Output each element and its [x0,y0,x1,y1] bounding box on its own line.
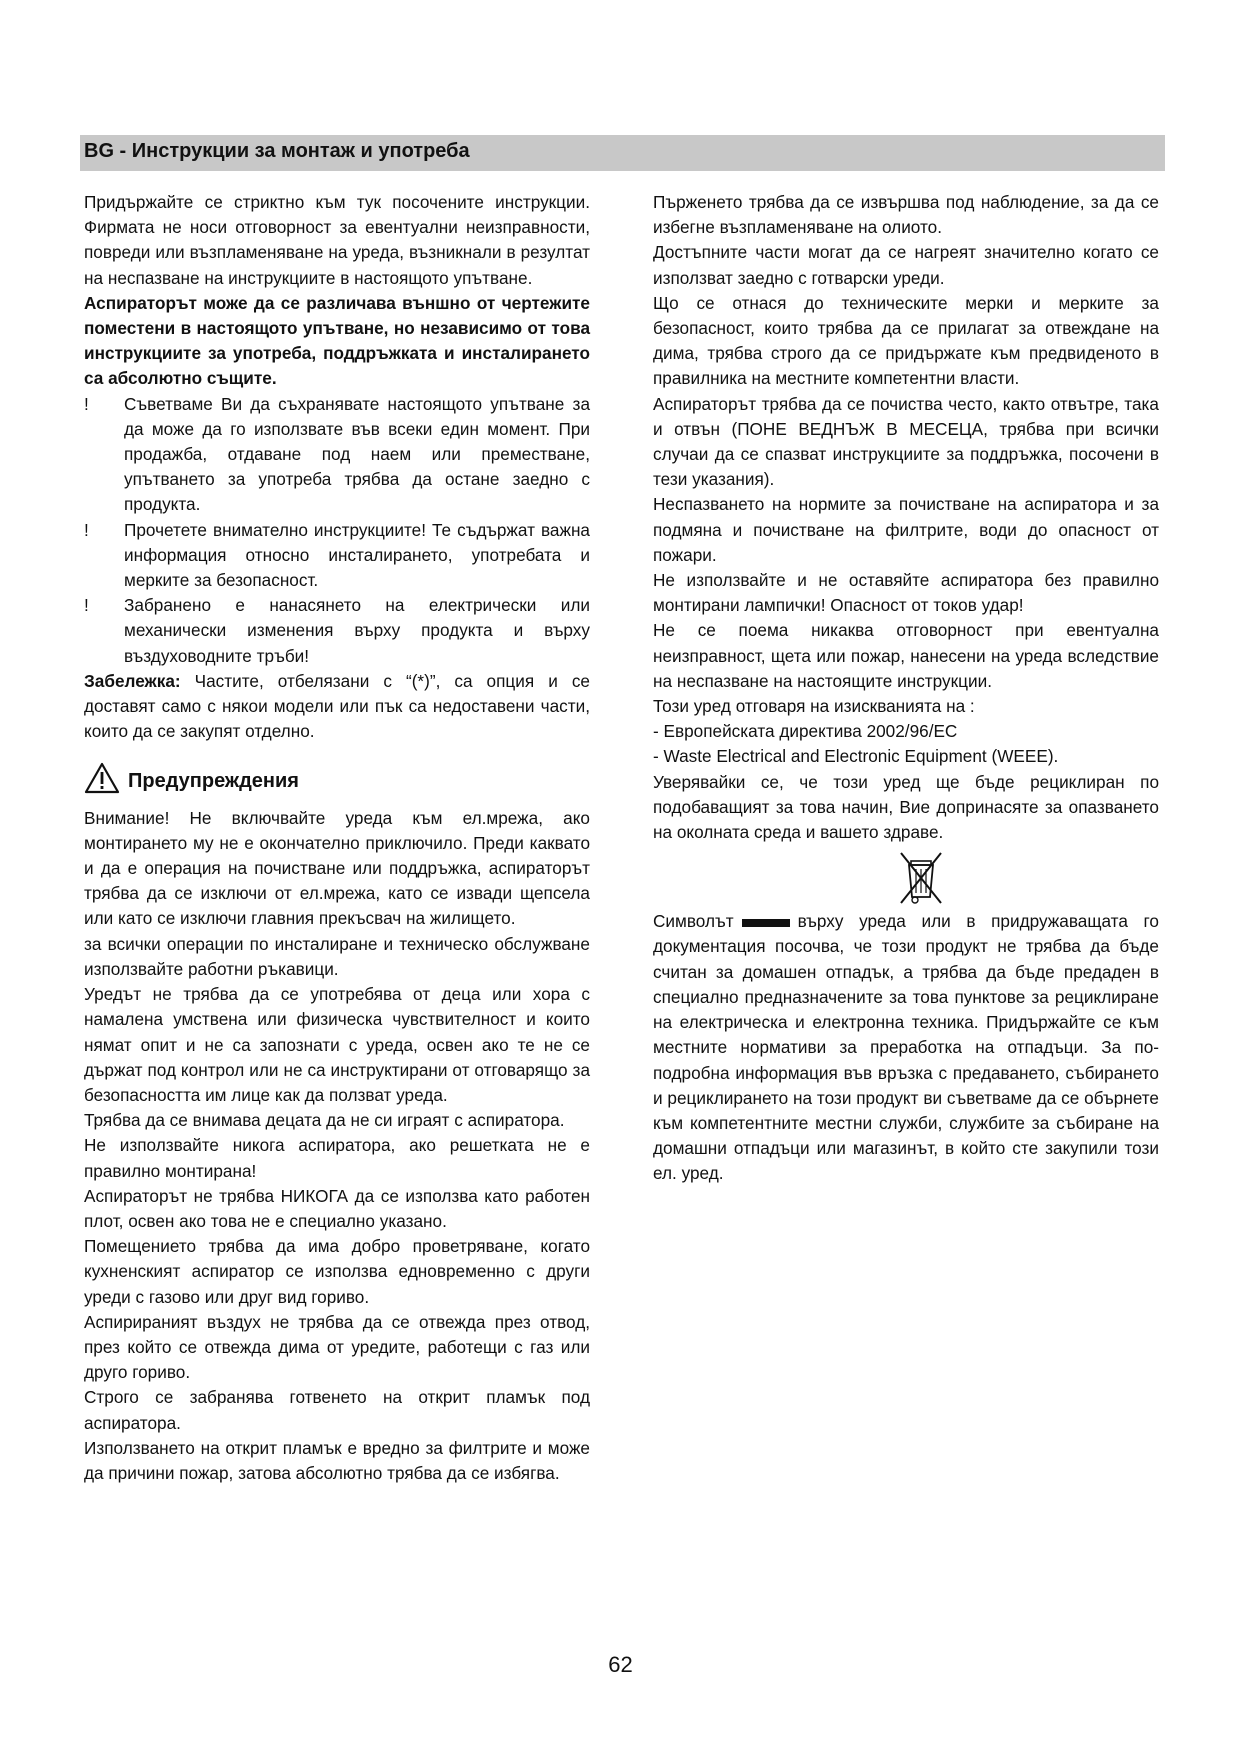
note-text: Частите, отбелязани с “(*)”, са опция и се доставят само с някои модели или пък са недоставени части, които да се закупят отделно. [84,670,590,742]
warning-item: Не използвайте никога аспиратора, ако решетката не е правилно монтирана! [84,1135,590,1181]
weee-symbol [653,849,1159,909]
paragraph: Пърженето трябва да се извършва под наблюдение, за да се избегне възпламеняване на олиото. [653,192,1159,238]
paragraph: Аспираторът трябва да се почиства често, както отвътре, така и отвън (ПОНЕ ВЕДНЪЖ В МЕСЕЦА, трябва при всички случаи да се спазват инструкциите за поддръжка, посочени в тези указания). [653,393,1159,490]
note-paragraph [84,669,590,745]
directive-line: - Waste Electrical and Electronic Equipment (WEEE). [653,746,1059,767]
paragraph: Този уред отговаря на изискванията на : [653,696,975,717]
bullet-mark: ! [84,595,89,616]
bullet-item [84,593,590,669]
warning-item: Трябва да се внимава децата да не си играят с аспиратора. [84,1110,565,1131]
bold-notice: Аспираторът може да се различава външно от чертежите поместени в настоящото упътване, но независимо от това инструкциите за употреба, поддръжката и инсталирането са абсолютно същите. [84,292,590,389]
symbol-suffix: върху уреда или в придружаващата го документация посочва, че този продукт не трябва да бъде считан за домашен отпадък, а трябва да бъде предаден в специално предназначените за това пунктове за рециклиране на електрическа и електронна техника. Придържайте се към местните нормативи за преработка на отпадъци. За по-подробна информация във връзка с предаването, събирането и рециклирането на този продукт ви съветваме да се обърнете към компетентните местни служби, службите за събиране на домашни отпадъци или магазинът, в който сте закупили този ел. уред. [653,911,1159,1184]
section-header [80,135,1165,171]
crossed-out-bin-icon [895,891,947,911]
warnings-title: Предупреждения [128,770,299,793]
paragraph: Достъпните части могат да се нагреят значително когато се използват заедно с готварски уреди. [653,242,1159,288]
section-title: BG - Инструкции за монтаж и употреба [84,140,470,162]
bullet-text: Съветваме Ви да съхранявате настоящото упътване за да може да го използвате във всеки един момент. При продажба, отдаване под наем или преместване, упътването за употреба трябва да остане заедно с продукта. [124,393,590,515]
bullet-mark: ! [84,393,89,414]
warning-item: Аспираторът не трябва НИКОГА да се използва като работен плот, освен ако това не е специално указано. [84,1185,590,1231]
warning-item: Използването на открит пламък е вредно за филтрите и може да причини пожар, затова абсолютно трябва да се избягва. [84,1437,590,1483]
bullet-text: Прочетете внимателно инструкциите! Те съдържат важна информация относно инсталирането, употребата и мерките за безопасност. [124,519,590,591]
directive-line: - Европейската директива 2002/96/EC [653,721,958,742]
bullet-mark: ! [84,519,89,540]
warning-item: Аспирираният въздух не трябва да се отвежда през отвод, през който се отвежда дима от уредите, работещи с газ или друго гориво. [84,1311,590,1383]
warnings-heading [84,762,590,801]
bullet-item [84,518,590,594]
warning-item: Строго се забранява готвенето на открит пламък под аспиратора. [84,1387,590,1433]
bullet-text: Забранено е нанасянето на електрически или механически изменения върху продукта и върху въздуховодните тръби! [124,595,590,666]
warning-triangle-icon [84,762,120,801]
paragraph: Що се отнася до техническите мерки и мерките за безопасност, които трябва да се прилагат за отвеждане на дима, трябва строго да се придържате към предвиденото в правилника на местните компетентни власти. [653,292,1159,389]
symbol-bar-icon [742,919,790,927]
page-number: 62 [608,1652,633,1677]
bullet-item [84,392,590,518]
warning-item: Помещението трябва да има добро проветряване, когато кухненският аспиратор се използва едновременно с други уреди с газово или друг вид гориво. [84,1236,590,1307]
left-column [84,190,590,1486]
warning-item: Уредът не трябва да се употребява от деца или хора с намалена умствена или физическа чувствителност и които нямат опит и не са запознати с уреда, освен ако те не се държат под контрол или не са инструктирани от отговарящо за безопасността им лице как да ползват уреда. [84,984,590,1105]
paragraph: Неспазването на нормите за почистване на аспиратора и за подмяна и почистване на филтрите, води до опасност от пожари. [653,494,1159,565]
paragraph: Не се поема никаква отговорност при евентуална неизправност, щета или пожар, нанесени на уреда вследствие на неспазване на настоящите инструкции. [653,620,1159,691]
symbol-paragraph [653,909,1159,1186]
symbol-prefix: Символът [653,911,734,932]
note-label: Забележка: [84,670,181,691]
paragraph: Не използвайте и не оставяйте аспиратора без правилно монтирани лампички! Опасност от токов удар! [653,570,1159,616]
intro-paragraph: Придържайте се стриктно към тук посочените инструкции. Фирмата не носи отговорност за евентуални неизправности, повреди или възпламеняване на уреда, възникнали в резултат на неспазване на инструкциите в настоящото упътване. [84,192,590,288]
warning-item: за всички операции по инсталиране и техническо обслужване използвайте работни ръкавици. [84,933,590,979]
paragraph: Уверявайки се, че този уред ще бъде рециклиран по подобаващият за това начин, Вие допринасяте за опазването на околната среда и вашето здраве. [653,771,1159,843]
warning-item: Внимание! Не включвайте уреда към ел.мрежа, ако монтирането му не е окончателно приключило. Преди каквато и да е операция на почистване или поддръжка, аспираторът трябва да се изключи от ел.мрежа, като се извади щепсела или като се изключи главния прекъсвач на жилището. [84,807,590,929]
right-column [653,190,1159,1187]
